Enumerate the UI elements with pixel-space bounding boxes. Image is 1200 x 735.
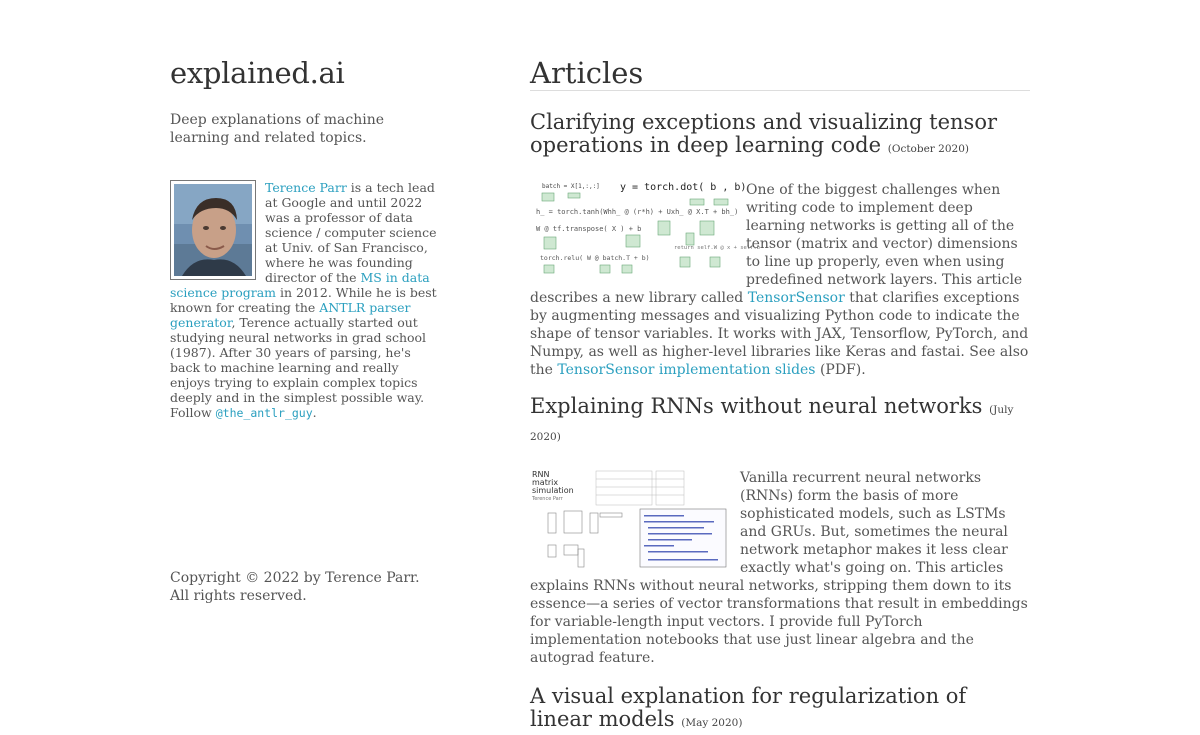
rnn-thumbnail-image [530,469,734,575]
thumb-title-line: Terence Parr [532,496,563,502]
thumb-code-line: batch = X[1,:,:] [542,183,600,190]
author-name-link[interactable]: Terence Parr [265,180,347,195]
sidebar [170,56,438,421]
articles-main [530,56,1030,735]
tensorsensor-thumbnail-image [530,181,761,277]
thumb-code-line: h_ = torch.tanh(Whh_ @ (r*h) + Uxh_ @ X.T + bh_) [536,208,739,216]
article-title[interactable] [530,395,1030,449]
bio-text-1: is a tech lead at Google and until 2022 was a professor of data science / computer science at Univ. of San Francisco, where he was founding director of the [265,180,437,285]
thumb-code-line: return self.W @ x + self.b [674,245,761,251]
articles-heading: Articles [530,56,1030,91]
article-title[interactable] [530,685,1030,735]
antlr-link[interactable]: ANTLR parser generator [170,300,411,330]
article-summary-1: One of the biggest challenges when writing code to implement deep learning networks is getting all of the tensor (matrix and vector) dimensions to line up properly, even when using predefined network layers. This article describes a new library called [530,182,1023,306]
ms-data-science-link[interactable]: MS in data science program [170,270,430,300]
rnn-thumbnail[interactable] [530,469,734,575]
article-item [530,111,1030,379]
author-photo [170,180,256,280]
article-title-text[interactable]: A visual explanation for regularization of linear models [530,684,967,731]
tensorsensor-slides-link[interactable]: TensorSensor implementation slides [557,362,816,378]
copyright-line-1: Copyright © 2022 by Terence Parr. [170,570,420,586]
twitter-handle-link[interactable]: @the_antlr_guy [215,406,313,420]
thumb-code-line: y = torch.dot( b , b) [620,182,747,193]
site-title[interactable]: explained.ai [170,56,345,90]
copyright [170,569,420,605]
thumb-title-line: matrix [532,478,559,487]
article-date: (October 2020) [887,143,969,155]
article-date: (July 2020) [530,404,1014,443]
bio-text-2: in 2012. While he is best known for creating the [170,285,437,315]
bio-text-4: . [312,405,317,420]
thumb-code-line: torch.relu( W @ batch.T + b) [540,254,650,262]
article-body [530,181,1030,379]
article-date: (May 2020) [681,717,743,729]
article-title-text[interactable]: Clarifying exceptions and visualizing tensor operations in deep learning code [530,110,998,157]
article-body [530,469,1030,667]
thumb-title-line: RNN [532,470,550,479]
article-summary-2: that clarifies exceptions by augmenting messages and visualizing Python code to indicate the shape of tensor variables. It works with JAX, Tensorflow, PyTorch, and Numpy, as well as higher-level libraries like Keras and fastai. See also the [530,290,1029,378]
bio-text-3: , Terence actually started out studying neural networks in grad school (1987). After 30 years of parsing, he's back to machine learning and really enjoys trying to explain complex topics deeply and in the simplest possible way. Follow [170,315,427,420]
author-bio [170,180,438,421]
article-title[interactable] [530,111,1030,161]
thumb-code-line: W @ tf.transpose( X ) + b [536,225,642,233]
copyright-line-2: All rights reserved. [170,588,307,604]
article-item [530,685,1030,735]
article-title-text[interactable]: Explaining RNNs without neural networks [530,394,983,418]
tensorsensor-link[interactable]: TensorSensor [747,290,845,306]
tensorsensor-thumbnail[interactable] [530,181,761,277]
article-summary: Vanilla recurrent neural networks (RNNs) form the basis of more sophisticated models, such as LSTMs and GRUs. But, sometimes the neural network metaphor makes it less clear exactly what's going on. This articles explains RNNs without neural networks, stripping them down to its essence—a series of vector transformations that result in embeddings for variable-length input vectors. I provide full PyTorch implementation notebooks that use just linear algebra and the autograd feature. [530,470,1028,666]
thumb-title-line: simulation [532,486,574,495]
article-summary-3: (PDF). [815,362,866,378]
author-photo-image [174,184,252,276]
site-tagline: Deep explanations of machine learning and related topics. [170,112,385,146]
article-item [530,395,1030,667]
